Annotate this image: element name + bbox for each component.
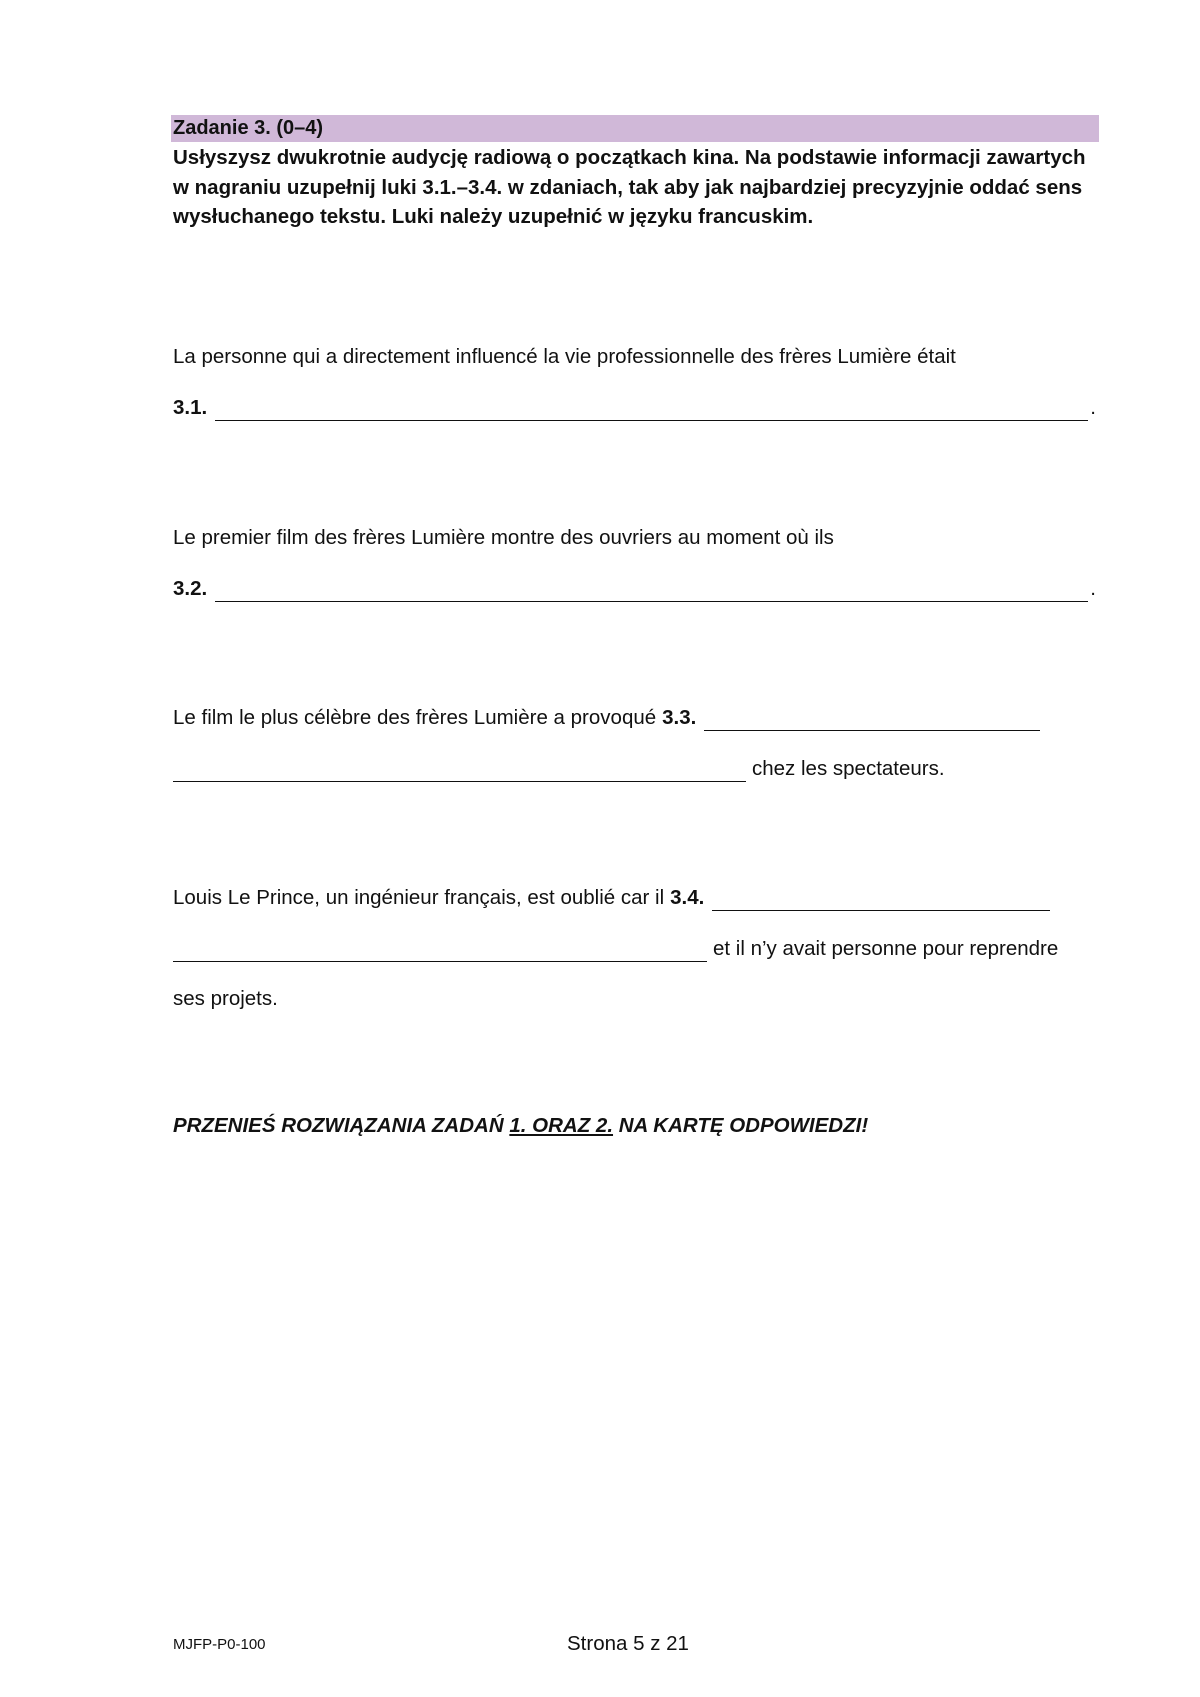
item-3-1-period: . bbox=[1090, 396, 1096, 419]
transfer-answers-note bbox=[173, 1113, 868, 1139]
item-3-3-answer-blank-1[interactable] bbox=[704, 710, 1040, 731]
item-3-2-answer-row bbox=[173, 576, 1096, 602]
item-3-2-answer-blank[interactable] bbox=[215, 581, 1088, 602]
item-3-4-answer-blank-1[interactable] bbox=[712, 890, 1050, 911]
item-3-2-sentence: Le premier film des frères Lumière montre des ouvriers au moment où ils bbox=[173, 526, 834, 549]
exam-code: MJFP-P0-100 bbox=[173, 1636, 266, 1653]
item-3-1-sentence: La personne qui a directement influencé la vie professionnelle des frères Lumière était bbox=[173, 345, 956, 368]
item-3-1-answer-blank[interactable] bbox=[215, 400, 1088, 421]
item-3-2-period: . bbox=[1090, 577, 1096, 600]
item-3-4-number: 3.4. bbox=[670, 886, 705, 909]
item-3-3-first-row bbox=[173, 705, 1040, 731]
task-title: Zadanie 3. (0–4) bbox=[171, 115, 1099, 142]
item-3-1-number: 3.1. bbox=[173, 396, 208, 419]
item-3-3-number: 3.3. bbox=[662, 706, 697, 729]
item-3-2-number: 3.2. bbox=[173, 577, 208, 600]
item-3-4-sentence-end: ses projets. bbox=[173, 987, 278, 1010]
transfer-note-underlined: 1. ORAZ 2. bbox=[509, 1114, 614, 1137]
item-3-1-answer-row bbox=[173, 395, 1096, 421]
item-3-4-second-row bbox=[173, 936, 1058, 962]
item-3-3-second-row bbox=[173, 756, 945, 782]
page-number: Strona 5 z 21 bbox=[567, 1632, 689, 1655]
item-3-4-sentence-mid: et il n’y avait personne pour reprendre bbox=[713, 937, 1059, 960]
item-3-4-answer-blank-2[interactable] bbox=[173, 941, 707, 962]
item-3-3-sentence-start: Le film le plus célèbre des frères Lumière a provoqué bbox=[173, 706, 657, 729]
item-3-4-first-row bbox=[173, 885, 1050, 911]
transfer-note-part2: NA KARTĘ ODPOWIEDZI! bbox=[618, 1114, 869, 1137]
item-3-3-sentence-end: chez les spectateurs. bbox=[752, 757, 945, 780]
task-instruction: Usłyszysz dwukrotnie audycję radiową o początkach kina. Na podstawie informacji zawartych w nagraniu uzupełnij luki 3.1.–3.4. w zdaniach, tak aby jak najbardziej precyzyjnie oddać sens wysłuchanego tekstu. Luki należy uzupełnić w języku francuskim. bbox=[173, 146, 1086, 228]
item-3-4-sentence-start: Louis Le Prince, un ingénieur français, est oublié car il bbox=[173, 886, 665, 909]
transfer-note-part1: PRZENIEŚ ROZWIĄZANIA ZADAŃ bbox=[173, 1114, 504, 1137]
item-3-3-answer-blank-2[interactable] bbox=[173, 761, 746, 782]
